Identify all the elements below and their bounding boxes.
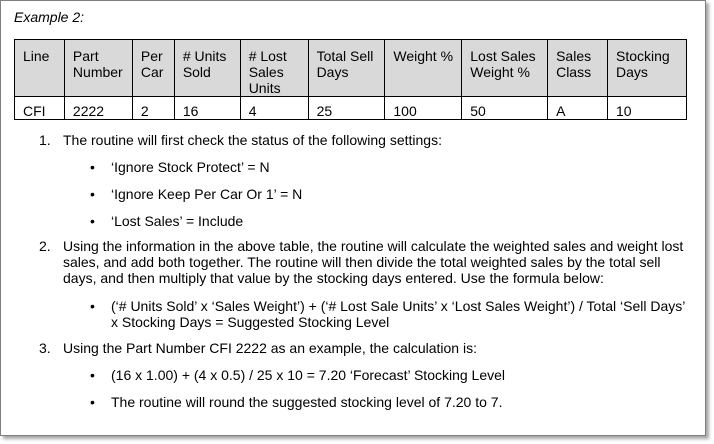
table-cell: A: [548, 97, 608, 120]
step-number: 2.: [39, 238, 51, 254]
header-part-number: Part Number: [64, 40, 132, 97]
table-cell: 2222: [64, 97, 132, 120]
table-row: [15, 97, 687, 120]
header-sales-class: Sales Class: [548, 40, 608, 97]
table-cell: CFI: [15, 97, 65, 120]
table-cell: 100: [385, 97, 462, 120]
header-lost-sales-weight-percent: Lost Sales Weight %: [462, 40, 548, 97]
step-text: The routine will first check the status of the following settings:: [63, 132, 442, 148]
bullet-text: ‘Lost Sales’ = Include: [111, 213, 244, 229]
bullet-text: ‘Ignore Keep Per Car Or 1’ = N: [111, 186, 303, 202]
bullet-item: [1, 367, 687, 383]
bullet-text: The routine will round the suggested stocking level of 7.20 to 7.: [111, 394, 503, 410]
step-3: [1, 340, 687, 356]
header-weight-percent: Weight %: [385, 40, 462, 97]
table-cell: 25: [308, 97, 385, 120]
header-lost-sales-units: # Lost Sales Units: [240, 40, 308, 97]
step-number: 3.: [39, 340, 51, 356]
header-per-car: Per Car: [132, 40, 174, 97]
bullet-item: [1, 186, 687, 202]
step-1: [1, 132, 687, 148]
steps-list: [1, 132, 701, 410]
bullet-text: (‘# Units Sold’ x ‘Sales Weight’) + (‘# Lost Sale Units’ x ‘Lost Sales Weight’) / Total ‘Sell Days’ x Stocking Days = Suggested Stocking Level: [111, 298, 685, 330]
bullet-dot: •: [90, 213, 95, 229]
data-table: [14, 39, 687, 120]
table-cell: 2: [132, 97, 174, 120]
header-stocking-days: Stocking Days: [608, 40, 687, 97]
bullet-dot: •: [90, 298, 95, 314]
bullet-dot: •: [90, 159, 95, 175]
bullet-dot: •: [90, 367, 95, 383]
bullet-dot: •: [90, 394, 95, 410]
step-number: 1.: [39, 132, 51, 148]
bullet-item: [1, 159, 687, 175]
bullet-item: [1, 298, 687, 330]
bullet-text: ‘Ignore Stock Protect’ = N: [111, 159, 270, 175]
table-cell: 50: [462, 97, 548, 120]
bullet-text: (16 x 1.00) + (4 x 0.5) / 25 x 10 = 7.20 ‘Forecast’ Stocking Level: [111, 367, 506, 383]
table-cell: 10: [608, 97, 687, 120]
bullet-item: [1, 213, 687, 229]
table-cell: 4: [240, 97, 308, 120]
step-2: [1, 238, 687, 286]
bullet-dot: •: [90, 186, 95, 202]
bullet-item: [1, 394, 687, 410]
example-title: Example 2:: [14, 9, 85, 25]
step-text: Using the information in the above table, the routine will calculate the weighted sales and weight lost sales, and add both together. The routine will then divide the total weighted sales by the total sell days, and then multiply that value by the stocking days entered. Use the formula below:: [63, 238, 684, 286]
header-units-sold: # Units Sold: [174, 40, 240, 97]
step-text: Using the Part Number CFI 2222 as an example, the calculation is:: [63, 340, 477, 356]
table-header-row: [15, 40, 687, 97]
table-cell: 16: [174, 97, 240, 120]
header-total-sell-days: Total Sell Days: [308, 40, 385, 97]
header-line: Line: [15, 40, 65, 97]
